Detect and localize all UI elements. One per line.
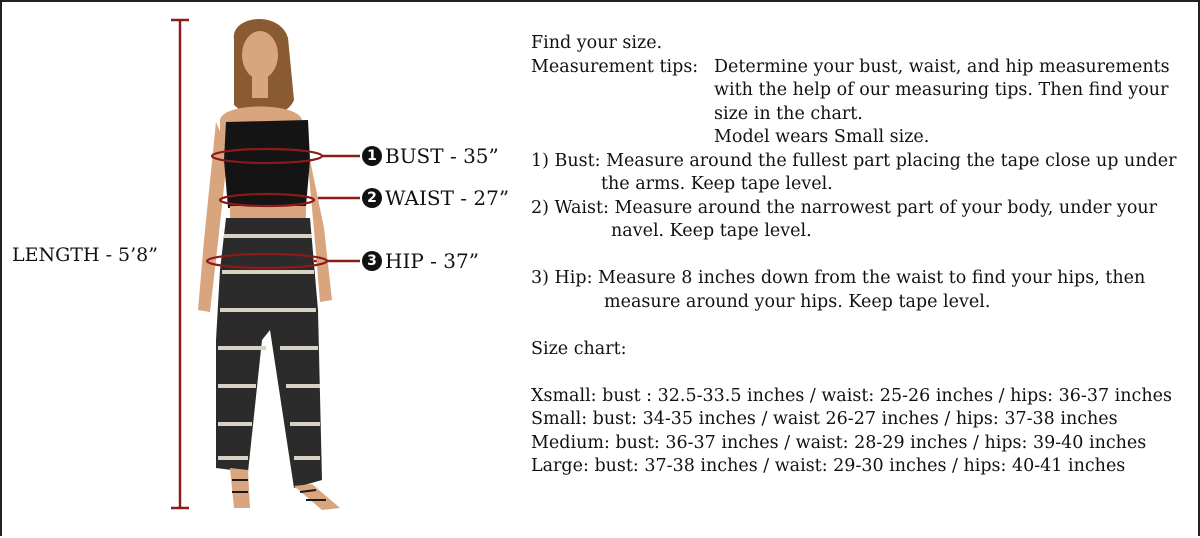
- hip-tip-line-2: measure around your hips. Keep tape level.: [604, 291, 991, 312]
- tips-line-3: size in the chart.: [714, 103, 863, 124]
- size-row-small: Small: bust: 34-35 inches / waist 26-27 inches / hips: 37-38 inches: [531, 409, 1118, 429]
- length-label: LENGTH - 5’8”: [12, 244, 158, 266]
- spacer: [531, 361, 1177, 385]
- hip-label: HIP - 37”: [385, 249, 479, 273]
- size-row-medium: Medium: bust: 36-37 inches / waist: 28-29 inches / hips: 39-40 inches: [531, 432, 1147, 453]
- guide-title: Find your size.: [531, 33, 663, 53]
- size-chart-title: Size chart:: [531, 338, 627, 359]
- waist-tip-line-2: navel. Keep tape level.: [611, 221, 812, 241]
- tips-line-2: with the help of our measuring tips. Then find your: [714, 80, 1169, 100]
- hip-tip-line-1: 3) Hip: Measure 8 inches down from the waist to find your hips, then: [531, 268, 1146, 288]
- bust-measurement: [362, 144, 499, 168]
- bust-number-badge: 1: [362, 146, 382, 166]
- waist-number-badge: 2: [362, 188, 382, 208]
- waist-tip-line-1: 2) Waist: Measure around the narrowest part of your body, under your: [531, 197, 1157, 218]
- bust-tip-line-2: the arms. Keep tape level.: [601, 174, 833, 194]
- waist-measurement: [362, 186, 509, 210]
- size-guide-text: [531, 32, 1177, 479]
- hip-number-badge: 3: [362, 251, 382, 271]
- spacer: [531, 314, 1177, 338]
- tips-label: Measurement tips:: [531, 56, 699, 77]
- model-photo: [190, 10, 340, 515]
- size-row-large: Large: bust: 37-38 inches / waist: 29-30 inches / hips: 40-41 inches: [531, 456, 1126, 476]
- spacer: [531, 244, 1177, 268]
- waist-label: WAIST - 27”: [385, 186, 510, 210]
- tips-line-1: Determine your bust, waist, and hip measurements: [714, 56, 1170, 77]
- tips-row: [531, 56, 1177, 80]
- tips-line-4: Model wears Small size.: [714, 127, 930, 147]
- hip-measurement: [362, 249, 479, 273]
- bust-tip-line-1: 1) Bust: Measure around the fullest part placing the tape close up under: [531, 150, 1177, 171]
- bust-label: BUST - 35”: [385, 144, 499, 168]
- size-row-xsmall: Xsmall: bust : 32.5-33.5 inches / waist: 25-26 inches / hips: 36-37 inches: [531, 385, 1172, 406]
